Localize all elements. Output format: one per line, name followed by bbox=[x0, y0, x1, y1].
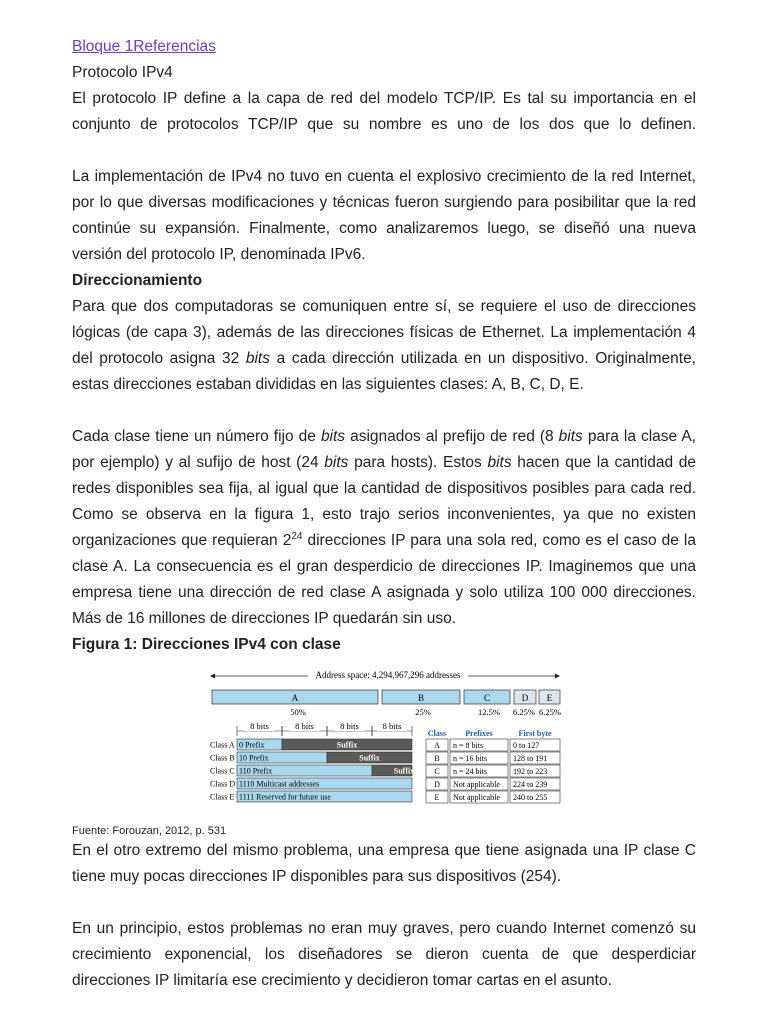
table-cell-text: D bbox=[434, 780, 440, 789]
bits-label: 8 bits bbox=[295, 721, 314, 731]
table-cell-text: Not applicable bbox=[453, 780, 500, 789]
class-bar-label: A bbox=[291, 693, 299, 703]
paragraph-3 bbox=[72, 294, 696, 398]
class-row-name: Class D bbox=[210, 779, 236, 789]
class-bar-percent: 6.25% bbox=[513, 707, 535, 717]
class-row-suffix-text: Suffix bbox=[359, 753, 380, 763]
address-space-label: Address space: 4,294,967,296 addresses bbox=[315, 670, 461, 680]
p4-italic-bits-2: bits bbox=[558, 428, 583, 445]
class-bars bbox=[212, 690, 560, 704]
class-row-name: Class B bbox=[210, 753, 235, 763]
class-row-name: Class A bbox=[210, 740, 235, 750]
table-header: Class bbox=[427, 729, 447, 738]
table-cell-text: B bbox=[434, 754, 440, 763]
class-row-name: Class E bbox=[210, 792, 235, 802]
table-cell-text: 0 to 127 bbox=[513, 741, 540, 750]
paragraph-4 bbox=[72, 424, 696, 632]
p4-text-d: para hosts). Estos bbox=[348, 454, 488, 471]
table-cell-text: 224 to 239 bbox=[513, 780, 548, 789]
table-cell-text: 192 to 223 bbox=[513, 767, 548, 776]
arrow-left bbox=[210, 674, 215, 679]
table-cell-text: A bbox=[434, 741, 440, 750]
bits-label: 8 bits bbox=[340, 721, 359, 731]
class-row-prefix-text: 1110 Multicast addresses bbox=[239, 779, 320, 789]
p4-text-f: direcciones IP para una sola red, como es el caso de la clase A. La consecuencia es el gran desperdicio de direcciones IP. Imaginemos que una empresa tiene una dirección de red clase A asignada y solo utiliza 100 000 direcciones. Más de 16 millones de direcciones IP quedarán sin uso. bbox=[72, 532, 696, 627]
table-header: First byte bbox=[518, 729, 552, 738]
p4-text-e: hacen que la cantidad de redes disponibles sea fija, al igual que la cantidad de dispositivos posibles para cada red. Como se observa en la figura 1, esto trajo serios inconvenientes, ya que no existen organizaciones que requieran 2 bbox=[72, 454, 697, 549]
breadcrumb-link[interactable]: Bloque 1Referencias bbox=[72, 38, 216, 55]
table-cell-text: n = 24 bits bbox=[453, 767, 488, 776]
class-table bbox=[426, 729, 560, 803]
class-percents bbox=[290, 707, 561, 717]
class-row-prefix-text: 0 Prefix bbox=[239, 740, 265, 750]
class-bar-percent: 12.5% bbox=[478, 707, 500, 717]
table-cell-text: 240 to 255 bbox=[513, 793, 548, 802]
class-row-suffix-text: Suffix bbox=[393, 766, 415, 776]
bits-label: 8 bits bbox=[382, 721, 402, 731]
p4-italic-bits-4: bits bbox=[487, 454, 512, 471]
bits-label: 8 bits bbox=[250, 721, 269, 731]
p4-text-a: Cada clase tiene un número fijo de bbox=[72, 428, 321, 445]
p4-superscript: 24 bbox=[291, 530, 303, 542]
table-cell-text: 128 to 191 bbox=[513, 754, 548, 763]
paragraph-2: La implementación de IPv4 no tuvo en cuenta el explosivo crecimiento de la red Internet, por lo que diversas modificaciones y técnicas fueron surgiendo para posibilitar que la red continúe su expansión. Finalmente, como analizaremos luego, se diseñó una nueva versión del protocolo IP, denominada IPv6. bbox=[72, 168, 696, 263]
class-row-prefix-text: 10 Prefix bbox=[239, 753, 269, 763]
table-header: Prefixes bbox=[465, 729, 493, 738]
paragraph-1 bbox=[72, 86, 696, 138]
figure-caption: Figura 1: Direcciones IPv4 con clase bbox=[72, 636, 341, 653]
class-bar-label: D bbox=[521, 693, 529, 703]
table-cell-text: E bbox=[434, 793, 440, 802]
class-row-prefix-text: 1111 Reserved for future use bbox=[239, 792, 331, 802]
class-bar-percent: 50% bbox=[290, 707, 306, 717]
p3-italic-bits: bits bbox=[245, 350, 270, 367]
class-row-suffix-text: Suffix bbox=[336, 740, 358, 750]
p3-text-a: Para que dos computadoras se comuniquen entre sí, se requiere el uso de direcciones lógicas (de capa 3), además de las direcciones físicas de Ethernet. La implementación 4 del protocolo asigna 32 bbox=[72, 298, 696, 367]
figure-source: Fuente: Forouzan, 2012, p. 531 bbox=[72, 825, 227, 837]
table-cell-text: C bbox=[434, 767, 440, 776]
paragraph-1-text: El protocolo IP define a la capa de red del modelo TCP/IP. Es tal su importancia en el conjunto de protocolos TCP/IP que su nombre es uno de los dos que lo definen. bbox=[72, 90, 696, 133]
section-title: Protocolo IPv4 bbox=[72, 64, 173, 81]
class-bar-label: C bbox=[483, 693, 491, 703]
class-bar-label: B bbox=[417, 693, 425, 703]
arrow-right bbox=[555, 674, 560, 679]
table-cell-text: Not applicable bbox=[453, 793, 500, 802]
class-bar-label: E bbox=[546, 693, 553, 703]
figure-ipv4-classes bbox=[72, 664, 696, 824]
class-bar-percent: 6.25% bbox=[539, 707, 561, 717]
class-rows bbox=[210, 739, 414, 802]
p4-text-b: asignados al prefijo de red (8 bbox=[345, 428, 559, 445]
p4-text-c: para la clase A, por ejemplo) y al sufijo de host (24 bbox=[72, 428, 696, 471]
heading-direccionamiento: Direccionamiento bbox=[72, 272, 203, 289]
p4-italic-bits-1: bits bbox=[320, 428, 346, 445]
paragraph-5: En el otro extremo del mismo problema, una empresa que tiene asignada una IP clase C tiene muy pocas direcciones IP disponibles para sus dispositivos (254). bbox=[72, 842, 696, 885]
class-bar-percent: 25% bbox=[415, 707, 431, 717]
p3-text-b: a cada dirección utilizada en un dispositivo. Originalmente, estas direcciones estaban divididas en las siguientes clases: A, B, C, D, E. bbox=[72, 350, 696, 393]
p4-italic-bits-3: bits bbox=[324, 454, 349, 471]
class-row-name: Class C bbox=[210, 766, 235, 776]
bits-labels bbox=[237, 721, 412, 736]
paragraph-6: En un principio, estos problemas no eran muy graves, pero cuando Internet comenzó su crecimiento exponencial, los diseñadores se dieron cuenta de que desperdiciar direcciones IP limitaría ese crecimiento y decidieron tomar cartas en el asunto. bbox=[72, 920, 696, 989]
class-row-prefix-text: 110 Prefix bbox=[239, 766, 273, 776]
document-body bbox=[72, 34, 696, 994]
table-cell-text: n = 8 bits bbox=[453, 741, 484, 750]
table-cell-text: n = 16 bits bbox=[453, 754, 488, 763]
ipv4-classes-diagram bbox=[210, 664, 562, 824]
